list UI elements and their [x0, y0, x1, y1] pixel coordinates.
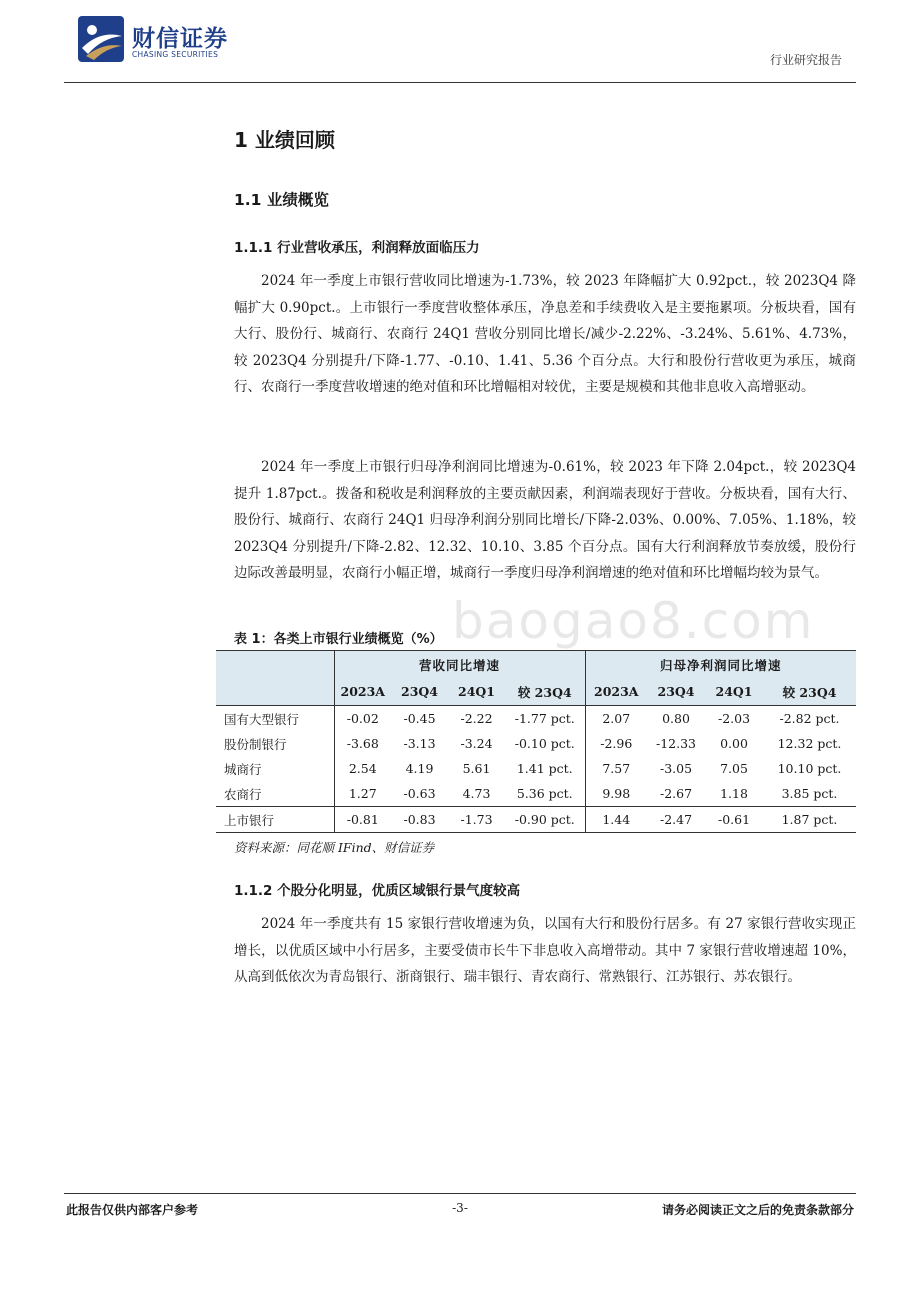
- row-label: 上市银行: [216, 807, 334, 833]
- table-cell: 5.36 pct.: [516, 786, 573, 801]
- company-logo: [78, 16, 298, 68]
- section-heading-1: 1 业绩回顾: [234, 128, 335, 152]
- row-label: 城商行: [224, 761, 262, 777]
- footer-disclaimer-left: 此报告仅供内部客户参考: [66, 1203, 199, 1217]
- section-heading-1-1-2: 1.1.2 个股分化明显，优质区域银行景气度较高: [234, 883, 521, 899]
- table-cell: -3.13: [403, 736, 436, 751]
- table-corner: [216, 651, 334, 679]
- table-cell: -2.96: [585, 731, 647, 756]
- table-cell: -12.33: [655, 736, 696, 751]
- footer-disclaimer-right: 请务必阅读正文之后的免责条款部分: [661, 1203, 854, 1217]
- logo-emblem-icon: [78, 16, 124, 62]
- table-cell: -0.10 pct.: [514, 736, 575, 751]
- column-header: 24Q1: [705, 678, 763, 706]
- table-cell: -2.67: [659, 786, 693, 801]
- table-cell: 10.10 pct.: [777, 761, 842, 776]
- table-cell: -1.77 pct.: [514, 711, 575, 726]
- table-cell: 2.07: [585, 706, 647, 732]
- table-cell: -3.24: [460, 736, 493, 751]
- table-row-total: [216, 807, 856, 833]
- table-cell: 5.61: [462, 761, 491, 776]
- table-cell: 4.73: [462, 786, 491, 801]
- table-cell: -0.90 pct.: [505, 807, 585, 833]
- table-cell: 1.44: [585, 807, 647, 833]
- table-cell: -0.83: [391, 807, 448, 833]
- column-header: 2023A: [585, 678, 647, 706]
- column-header: 24Q1: [448, 678, 505, 706]
- table-cell: -2.03: [717, 711, 751, 726]
- paragraph-revenue: 2024 年一季度上市银行营收同比增速为-1.73%，较 2023 年降幅扩大 0.92pct.，较 2023Q4 降幅扩大 0.90pct.。上市银行一季度营收整体承压，净息差和手续费收入是主要拖累项。分板块看，国有大行、股份行、城商行、农商行 24Q1 营收分别同比增长/减少-2.22%、-3.24%、5.61%、4.73%，较 2023Q4 分别提升/下降-1.77、-0.10、1.41、5.36 个百分点。大行和股份行营收更为承压，城商行、农商行一季度营收增速的绝对值和环比增幅相对较优，主要是规模和其他非息收入高增驱动。: [234, 273, 856, 395]
- row-label: 农商行: [224, 786, 262, 802]
- watermark: baogao8.com: [452, 592, 815, 650]
- table-corner-2: [216, 678, 334, 706]
- table-cell: -3.05: [659, 761, 693, 776]
- group-header-profit: 归母净利润同比增速: [585, 651, 856, 679]
- table-cell: -0.81: [334, 807, 391, 833]
- table-source-note: 资料来源：同花顺 IFind、财信证券: [234, 840, 435, 855]
- table-cell: 4.19: [405, 761, 434, 776]
- table-cell: 1.41 pct.: [516, 761, 573, 776]
- group-header-revenue: 营收同比增速: [334, 651, 585, 679]
- logo-chinese-name: 财信证券: [132, 26, 228, 52]
- column-header: 2023A: [334, 678, 391, 706]
- table-cell: 1.27: [334, 781, 391, 807]
- column-header: 较 23Q4: [763, 678, 856, 706]
- column-header: 23Q4: [391, 678, 448, 706]
- report-type-label: 行业研究报告: [769, 53, 842, 67]
- section-heading-1-1-1: 1.1.1 行业营收承压，利润释放面临压力: [234, 240, 480, 256]
- row-label: 国有大型银行: [224, 711, 300, 727]
- row-label: 股份制银行: [224, 736, 287, 752]
- table-cell: 12.32 pct.: [777, 736, 842, 751]
- table-cell: 0.80: [662, 711, 690, 726]
- table-row: [216, 731, 856, 756]
- table-cell: -0.45: [403, 711, 436, 726]
- table-row: [216, 756, 856, 781]
- table-cell: 7.05: [720, 761, 748, 776]
- table-caption: 表 1：各类上市银行业绩概览（%）: [234, 632, 443, 647]
- table-cell: -2.22: [460, 711, 493, 726]
- section-heading-1-1: 1.1 业绩概览: [234, 191, 329, 209]
- table-cell: 9.98: [585, 781, 647, 807]
- paragraph-individual-banks: 2024 年一季度共有 15 家银行营收增速为负，以国有大行和股份行居多。有 27 家银行营收实现正增长，以优质区域中小行居多，主要受债市长牛下非息收入高增带动。其中 7 家银行营收增速超 10%，从高到低依次为青岛银行、浙商银行、瑞丰银行、青农商行、常熟银行、江苏银行、苏农银行。: [234, 916, 856, 985]
- table-cell: 2.54: [334, 756, 391, 781]
- table-cell: 0.00: [720, 736, 748, 751]
- table-cell: 1.18: [720, 786, 748, 801]
- table-cell: 1.87 pct.: [763, 807, 856, 833]
- header-divider: [64, 82, 856, 83]
- table-cell: -1.73: [448, 807, 505, 833]
- page-number: -3-: [452, 1201, 468, 1215]
- table-cell: -0.63: [403, 786, 436, 801]
- column-header: 较 23Q4: [505, 678, 585, 706]
- bank-performance-table: [216, 650, 856, 833]
- table-cell: 3.85 pct.: [781, 786, 838, 801]
- column-header: 23Q4: [647, 678, 705, 706]
- table-cell: -3.68: [334, 731, 391, 756]
- paragraph-net-profit: 2024 年一季度上市银行归母净利润同比增速为-0.61%，较 2023 年下降 2.04pct.，较 2023Q4 提升 1.87pct.。拨备和税收是利润释放的主要贡献因素，利润端表现好于营收。分板块看，国有大行、股份行、城商行、农商行 24Q1 归母净利润分别同比增长/下降-2.03%、0.00%、7.05%、1.18%，较 2023Q4 分别提升/下降-2.82、12.32、10.10、3.85 个百分点。国有大行利润释放节奏放缓，股份行边际改善最明显，农商行小幅正增，城商行一季度归母净利润增速的绝对值和环比增幅均较为景气。: [234, 459, 856, 581]
- footer-divider: [64, 1193, 856, 1194]
- table-cell: -2.82 pct.: [779, 711, 840, 726]
- table-row: [216, 781, 856, 807]
- table-cell: -0.02: [334, 706, 391, 732]
- table-cell: -0.61: [705, 807, 763, 833]
- logo-english-name: CHASING SECURITIES: [132, 50, 219, 59]
- table-cell: 7.57: [585, 756, 647, 781]
- table-cell: -2.47: [647, 807, 705, 833]
- table-row: [216, 706, 856, 732]
